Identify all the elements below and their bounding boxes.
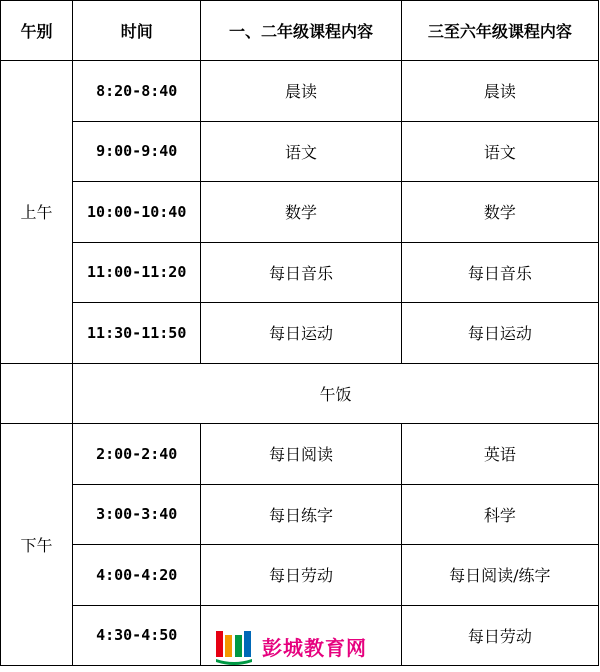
table-row — [1, 61, 599, 122]
header-time: 时间 — [73, 1, 201, 61]
table-row — [1, 242, 599, 303]
grade12-cell: 语文 — [201, 121, 401, 182]
grade12-cell: 每日练字 — [201, 484, 401, 545]
book-logo-icon — [214, 627, 254, 665]
period-morning: 上午 — [1, 61, 73, 364]
grade36-cell: 英语 — [401, 424, 598, 485]
header-grade36: 三至六年级课程内容 — [401, 1, 598, 61]
time-cell: 8:20-8:40 — [73, 61, 201, 122]
logo-bar — [225, 635, 232, 657]
period-afternoon: 下午 — [1, 424, 73, 666]
logo-bar — [244, 631, 251, 657]
grade12-cell: 每日劳动 — [201, 545, 401, 606]
grade36-cell: 每日劳动 — [401, 605, 598, 666]
grade12-cell: 晨读 — [201, 61, 401, 122]
time-cell: 11:00-11:20 — [73, 242, 201, 303]
table-row — [1, 303, 599, 364]
grade36-cell: 每日运动 — [401, 303, 598, 364]
grade12-cell: 数学 — [201, 182, 401, 243]
time-cell: 11:30-11:50 — [73, 303, 201, 364]
grade36-cell: 数学 — [401, 182, 598, 243]
grade36-cell: 科学 — [401, 484, 598, 545]
grade12-cell: 每日运动 — [201, 303, 401, 364]
time-cell: 2:00-2:40 — [73, 424, 201, 485]
watermark-text: 彭城教育网 — [262, 635, 367, 660]
time-cell: 3:00-3:40 — [73, 484, 201, 545]
time-cell: 4:30-4:50 — [73, 605, 201, 666]
grade36-cell: 语文 — [401, 121, 598, 182]
lunch-row — [1, 363, 599, 424]
time-cell: 9:00-9:40 — [73, 121, 201, 182]
logo-bar — [216, 631, 223, 657]
header-grade12: 一、二年级课程内容 — [201, 1, 401, 61]
grade12-cell: 每日音乐 — [201, 242, 401, 303]
header-period: 午别 — [1, 1, 73, 61]
table-row — [1, 484, 599, 545]
table-row — [1, 424, 599, 485]
grade36-cell: 每日阅读/练字 — [401, 545, 598, 606]
watermark — [214, 626, 384, 666]
grade12-cell: 每日阅读 — [201, 424, 401, 485]
logo-bar — [235, 635, 242, 657]
grade36-cell: 每日音乐 — [401, 242, 598, 303]
table-row — [1, 545, 599, 606]
lunch-cell: 午饭 — [73, 363, 599, 424]
header-row — [1, 1, 599, 61]
lunch-period-cell — [1, 363, 73, 424]
table-row — [1, 182, 599, 243]
time-cell: 4:00-4:20 — [73, 545, 201, 606]
logo-book-base — [216, 659, 252, 665]
grade36-cell: 晨读 — [401, 61, 598, 122]
table-row — [1, 121, 599, 182]
time-cell: 10:00-10:40 — [73, 182, 201, 243]
